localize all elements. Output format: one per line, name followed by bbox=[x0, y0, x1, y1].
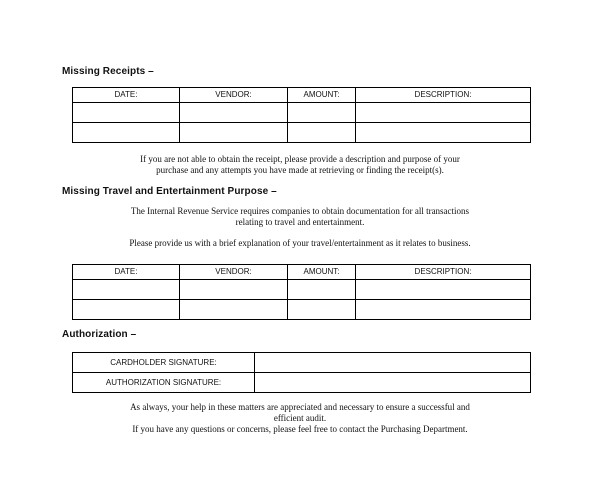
receipts-table bbox=[72, 87, 531, 143]
travel-header-row bbox=[73, 265, 531, 280]
receipts-description-cell-1[interactable] bbox=[356, 103, 531, 123]
closing-line-3: If you have any questions or concerns, please feel free to contact the Purchasing Department. bbox=[132, 424, 468, 434]
closing-line-1: As always, your help in these matters are appreciated and necessary to ensure a successful and bbox=[130, 402, 470, 412]
authorization-heading: Authorization – bbox=[62, 329, 137, 340]
travel-purpose-heading: Missing Travel and Entertainment Purpose – bbox=[62, 186, 277, 197]
table-row bbox=[73, 103, 531, 123]
receipts-description-cell-2[interactable] bbox=[356, 123, 531, 143]
authorization-signature-row bbox=[73, 373, 531, 393]
travel-col-date: DATE: bbox=[73, 265, 180, 280]
receipts-date-cell-1[interactable] bbox=[73, 103, 180, 123]
travel-description-cell-2[interactable] bbox=[356, 300, 531, 320]
receipts-col-date: DATE: bbox=[73, 88, 180, 103]
travel-explanation-note: Please provide us with a brief explanation of your travel/entertainment as it relates to business. bbox=[129, 238, 471, 248]
cardholder-signature-label: CARDHOLDER SIGNATURE: bbox=[73, 353, 255, 373]
travel-col-amount: AMOUNT: bbox=[288, 265, 356, 280]
receipts-vendor-cell-1[interactable] bbox=[180, 103, 288, 123]
receipts-note-line-1: If you are not able to obtain the receipt, please provide a description and purpose of your bbox=[140, 154, 460, 164]
table-row bbox=[73, 300, 531, 320]
travel-table bbox=[72, 264, 531, 320]
travel-description-cell-1[interactable] bbox=[356, 280, 531, 300]
receipts-amount-cell-1[interactable] bbox=[288, 103, 356, 123]
authorization-signature-field[interactable] bbox=[255, 373, 531, 393]
receipts-col-description: DESCRIPTION: bbox=[356, 88, 531, 103]
travel-amount-cell-2[interactable] bbox=[288, 300, 356, 320]
receipts-date-cell-2[interactable] bbox=[73, 123, 180, 143]
receipts-note bbox=[60, 154, 540, 176]
travel-date-cell-1[interactable] bbox=[73, 280, 180, 300]
travel-date-cell-2[interactable] bbox=[73, 300, 180, 320]
cardholder-signature-row bbox=[73, 353, 531, 373]
travel-amount-cell-1[interactable] bbox=[288, 280, 356, 300]
table-row bbox=[73, 123, 531, 143]
travel-vendor-cell-1[interactable] bbox=[180, 280, 288, 300]
closing-line-2: efficient audit. bbox=[273, 413, 327, 423]
closing-note bbox=[60, 402, 540, 435]
receipts-col-vendor: VENDOR: bbox=[180, 88, 288, 103]
authorization-signature-label: AUTHORIZATION SIGNATURE: bbox=[73, 373, 255, 393]
missing-receipts-heading: Missing Receipts – bbox=[62, 66, 154, 77]
receipts-amount-cell-2[interactable] bbox=[288, 123, 356, 143]
receipts-vendor-cell-2[interactable] bbox=[180, 123, 288, 143]
receipts-col-amount: AMOUNT: bbox=[288, 88, 356, 103]
travel-vendor-cell-2[interactable] bbox=[180, 300, 288, 320]
irs-note-line-1: The Internal Revenue Service requires companies to obtain documentation for all transactions bbox=[130, 206, 470, 216]
irs-requirement-note bbox=[60, 206, 540, 228]
cardholder-signature-field[interactable] bbox=[255, 353, 531, 373]
irs-note-line-2: relating to travel and entertainment. bbox=[235, 217, 365, 227]
travel-col-description: DESCRIPTION: bbox=[356, 265, 531, 280]
table-row bbox=[73, 280, 531, 300]
receipts-note-line-2: purchase and any attempts you have made at retrieving or finding the receipt(s). bbox=[156, 165, 444, 175]
travel-col-vendor: VENDOR: bbox=[180, 265, 288, 280]
authorization-table bbox=[72, 352, 531, 393]
receipts-header-row bbox=[73, 88, 531, 103]
